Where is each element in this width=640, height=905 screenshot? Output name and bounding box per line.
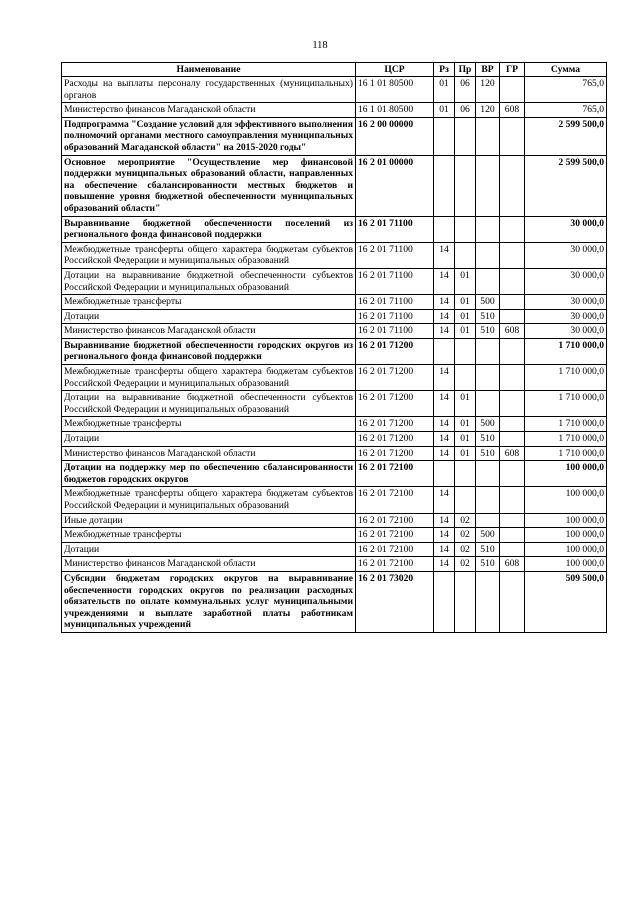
cell-vr: 500 [476, 417, 500, 432]
cell-rz [434, 338, 455, 364]
cell-name: Иные дотации [62, 513, 356, 528]
table-row [62, 216, 607, 242]
page-number: 118 [312, 40, 328, 51]
cell-rz: 14 [434, 365, 455, 391]
cell-pr [455, 216, 476, 242]
cell-vr: 510 [476, 446, 500, 461]
cell-csr: 16 2 01 71200 [356, 338, 434, 364]
header-gr: ГР [500, 63, 525, 77]
budget-table [61, 62, 607, 633]
cell-sum: 100 000,0 [525, 487, 607, 513]
cell-csr: 16 2 01 72100 [356, 528, 434, 543]
cell-vr: 510 [476, 432, 500, 447]
cell-vr: 510 [476, 542, 500, 557]
cell-gr [500, 117, 525, 155]
cell-pr: 02 [455, 513, 476, 528]
cell-rz: 14 [434, 432, 455, 447]
table-row [62, 391, 607, 417]
table-row [62, 77, 607, 103]
cell-csr: 16 2 01 73020 [356, 571, 434, 632]
cell-gr [500, 417, 525, 432]
header-vr: ВР [476, 63, 500, 77]
cell-csr: 16 2 01 71100 [356, 295, 434, 310]
cell-rz: 14 [434, 391, 455, 417]
table-row [62, 268, 607, 294]
cell-sum: 1 710 000,0 [525, 391, 607, 417]
cell-sum: 100 000,0 [525, 461, 607, 487]
header-sum: Сумма [525, 63, 607, 77]
cell-vr [476, 461, 500, 487]
cell-csr: 16 2 01 72100 [356, 487, 434, 513]
cell-name: Межбюджетные трансферты [62, 528, 356, 543]
cell-pr: 01 [455, 295, 476, 310]
header-csr: ЦСР [356, 63, 434, 77]
cell-pr: 01 [455, 432, 476, 447]
cell-name: Дотации [62, 542, 356, 557]
cell-sum: 1 710 000,0 [525, 446, 607, 461]
table-row [62, 542, 607, 557]
table-row [62, 117, 607, 155]
cell-gr: 608 [500, 103, 525, 118]
cell-pr: 06 [455, 77, 476, 103]
cell-gr [500, 309, 525, 324]
cell-sum: 1 710 000,0 [525, 417, 607, 432]
cell-rz [434, 117, 455, 155]
cell-vr [476, 117, 500, 155]
cell-csr: 16 2 01 71100 [356, 324, 434, 339]
cell-name: Межбюджетные трансферты общего характера бюджетам субъектов Российской Федерации и муниципальных образований [62, 487, 356, 513]
cell-gr [500, 571, 525, 632]
cell-gr: 608 [500, 557, 525, 572]
cell-name: Выравнивание бюджетной обеспеченности поселений из регионального фонда финансовой поддержки [62, 216, 356, 242]
cell-rz: 01 [434, 103, 455, 118]
cell-vr: 510 [476, 557, 500, 572]
cell-sum: 765,0 [525, 77, 607, 103]
cell-vr [476, 242, 500, 268]
cell-gr [500, 542, 525, 557]
cell-rz [434, 216, 455, 242]
cell-pr: 02 [455, 528, 476, 543]
cell-sum: 30 000,0 [525, 242, 607, 268]
cell-sum: 100 000,0 [525, 542, 607, 557]
cell-pr [455, 571, 476, 632]
cell-name: Выравнивание бюджетной обеспеченности городских округов из регионального фонда финансовой поддержки [62, 338, 356, 364]
table-row [62, 528, 607, 543]
cell-vr [476, 513, 500, 528]
cell-vr [476, 571, 500, 632]
cell-sum: 1 710 000,0 [525, 365, 607, 391]
cell-pr: 01 [455, 391, 476, 417]
cell-csr: 16 2 01 71200 [356, 446, 434, 461]
cell-rz: 14 [434, 295, 455, 310]
cell-pr: 06 [455, 103, 476, 118]
cell-pr [455, 365, 476, 391]
table-header [62, 63, 607, 77]
cell-gr [500, 432, 525, 447]
cell-gr [500, 338, 525, 364]
cell-rz: 14 [434, 528, 455, 543]
cell-pr: 02 [455, 557, 476, 572]
cell-sum: 1 710 000,0 [525, 432, 607, 447]
cell-name: Дотации на выравнивание бюджетной обеспеченности субъектов Российской Федерации и муниципальных образований [62, 391, 356, 417]
cell-rz [434, 461, 455, 487]
cell-pr: 01 [455, 446, 476, 461]
cell-csr: 16 2 00 00000 [356, 117, 434, 155]
cell-rz: 14 [434, 557, 455, 572]
cell-vr [476, 391, 500, 417]
cell-csr: 16 1 01 80500 [356, 103, 434, 118]
header-rz: Рз [434, 63, 455, 77]
table-row [62, 155, 607, 216]
cell-rz: 14 [434, 513, 455, 528]
cell-gr [500, 77, 525, 103]
cell-sum: 2 599 500,0 [525, 155, 607, 216]
cell-pr [455, 117, 476, 155]
table-row [62, 365, 607, 391]
cell-csr: 16 2 01 71200 [356, 432, 434, 447]
cell-rz [434, 155, 455, 216]
cell-name: Межбюджетные трансферты [62, 417, 356, 432]
cell-sum: 100 000,0 [525, 513, 607, 528]
cell-gr [500, 242, 525, 268]
cell-vr: 510 [476, 309, 500, 324]
cell-vr [476, 216, 500, 242]
cell-csr: 16 1 01 80500 [356, 77, 434, 103]
cell-rz [434, 571, 455, 632]
cell-sum: 1 710 000,0 [525, 338, 607, 364]
cell-pr: 01 [455, 309, 476, 324]
table-row [62, 571, 607, 632]
cell-pr [455, 155, 476, 216]
cell-csr: 16 2 01 71100 [356, 216, 434, 242]
table-row [62, 242, 607, 268]
cell-gr: 608 [500, 446, 525, 461]
cell-name: Подпрограмма "Создание условий для эффективного выполнения полномочий органами местного самоуправления муниципальных образований Магаданской области" на 2015-2020 годы" [62, 117, 356, 155]
cell-name: Министерство финансов Магаданской области [62, 103, 356, 118]
cell-name: Дотации [62, 309, 356, 324]
table-row [62, 417, 607, 432]
cell-gr [500, 461, 525, 487]
cell-sum: 509 500,0 [525, 571, 607, 632]
header-name: Наименование [62, 63, 356, 77]
cell-gr [500, 295, 525, 310]
cell-gr [500, 391, 525, 417]
cell-sum: 30 000,0 [525, 324, 607, 339]
cell-vr [476, 365, 500, 391]
cell-name: Субсидии бюджетам городских округов на выравнивание обеспеченности городских округов по реализации расходных обязательств по оплате коммунальных услуг муниципальными учреждениями и выплате заработной платы работникам муниципальных учреждений [62, 571, 356, 632]
cell-csr: 16 2 01 71100 [356, 242, 434, 268]
cell-gr [500, 216, 525, 242]
cell-sum: 100 000,0 [525, 557, 607, 572]
cell-name: Расходы на выплаты персоналу государственных (муниципальных) органов [62, 77, 356, 103]
cell-name: Министерство финансов Магаданской области [62, 557, 356, 572]
cell-rz: 14 [434, 487, 455, 513]
cell-csr: 16 2 01 71100 [356, 309, 434, 324]
cell-name: Дотации на выравнивание бюджетной обеспеченности субъектов Российской Федерации и муниципальных образований [62, 268, 356, 294]
cell-csr: 16 2 01 71200 [356, 391, 434, 417]
cell-csr: 16 2 01 72100 [356, 542, 434, 557]
table-row [62, 432, 607, 447]
cell-rz: 14 [434, 542, 455, 557]
cell-csr: 16 2 01 71200 [356, 365, 434, 391]
cell-rz: 01 [434, 77, 455, 103]
cell-vr [476, 155, 500, 216]
cell-gr [500, 528, 525, 543]
cell-vr [476, 487, 500, 513]
cell-sum: 30 000,0 [525, 295, 607, 310]
cell-pr [455, 461, 476, 487]
cell-vr: 120 [476, 77, 500, 103]
cell-vr [476, 268, 500, 294]
table-row [62, 324, 607, 339]
cell-vr: 500 [476, 295, 500, 310]
cell-rz: 14 [434, 417, 455, 432]
cell-name: Межбюджетные трансферты [62, 295, 356, 310]
cell-rz: 14 [434, 446, 455, 461]
table-row [62, 446, 607, 461]
table-row [62, 295, 607, 310]
cell-sum: 30 000,0 [525, 268, 607, 294]
cell-sum: 30 000,0 [525, 309, 607, 324]
cell-sum: 100 000,0 [525, 528, 607, 543]
cell-sum: 765,0 [525, 103, 607, 118]
cell-gr [500, 365, 525, 391]
cell-pr: 01 [455, 268, 476, 294]
cell-csr: 16 2 01 71100 [356, 268, 434, 294]
cell-vr: 120 [476, 103, 500, 118]
cell-csr: 16 2 01 72100 [356, 461, 434, 487]
table-row [62, 513, 607, 528]
cell-csr: 16 2 01 72100 [356, 513, 434, 528]
cell-gr [500, 268, 525, 294]
cell-csr: 16 2 01 00000 [356, 155, 434, 216]
cell-gr [500, 513, 525, 528]
table-body [62, 77, 607, 633]
cell-name: Дотации [62, 432, 356, 447]
cell-gr [500, 487, 525, 513]
table-row [62, 557, 607, 572]
cell-csr: 16 2 01 72100 [356, 557, 434, 572]
cell-pr: 01 [455, 417, 476, 432]
cell-pr: 01 [455, 324, 476, 339]
cell-pr [455, 242, 476, 268]
table-row [62, 309, 607, 324]
cell-name: Министерство финансов Магаданской области [62, 324, 356, 339]
cell-vr: 500 [476, 528, 500, 543]
cell-name: Межбюджетные трансферты общего характера бюджетам субъектов Российской Федерации и муниципальных образований [62, 242, 356, 268]
table-row [62, 461, 607, 487]
cell-rz: 14 [434, 324, 455, 339]
cell-name: Министерство финансов Магаданской области [62, 446, 356, 461]
table-row [62, 487, 607, 513]
cell-name: Межбюджетные трансферты общего характера бюджетам субъектов Российской Федерации и муниципальных образований [62, 365, 356, 391]
cell-csr: 16 2 01 71200 [356, 417, 434, 432]
cell-sum: 2 599 500,0 [525, 117, 607, 155]
cell-name: Основное мероприятие "Осуществление мер финансовой поддержки муниципальных образований области, направленных на обеспечение сбалансированности местных бюджетов и повышение уровня бюджетной обеспеченности муниципальных образований области" [62, 155, 356, 216]
cell-name: Дотации на поддержку мер по обеспечению сбалансированности бюджетов городских округов [62, 461, 356, 487]
cell-rz: 14 [434, 309, 455, 324]
header-pr: Пр [455, 63, 476, 77]
cell-gr: 608 [500, 324, 525, 339]
cell-vr: 510 [476, 324, 500, 339]
cell-vr [476, 338, 500, 364]
cell-pr [455, 338, 476, 364]
table-row [62, 103, 607, 118]
cell-pr [455, 487, 476, 513]
header-row [62, 63, 607, 77]
table-row [62, 338, 607, 364]
cell-rz: 14 [434, 268, 455, 294]
cell-gr [500, 155, 525, 216]
cell-sum: 30 000,0 [525, 216, 607, 242]
cell-pr: 02 [455, 542, 476, 557]
cell-rz: 14 [434, 242, 455, 268]
